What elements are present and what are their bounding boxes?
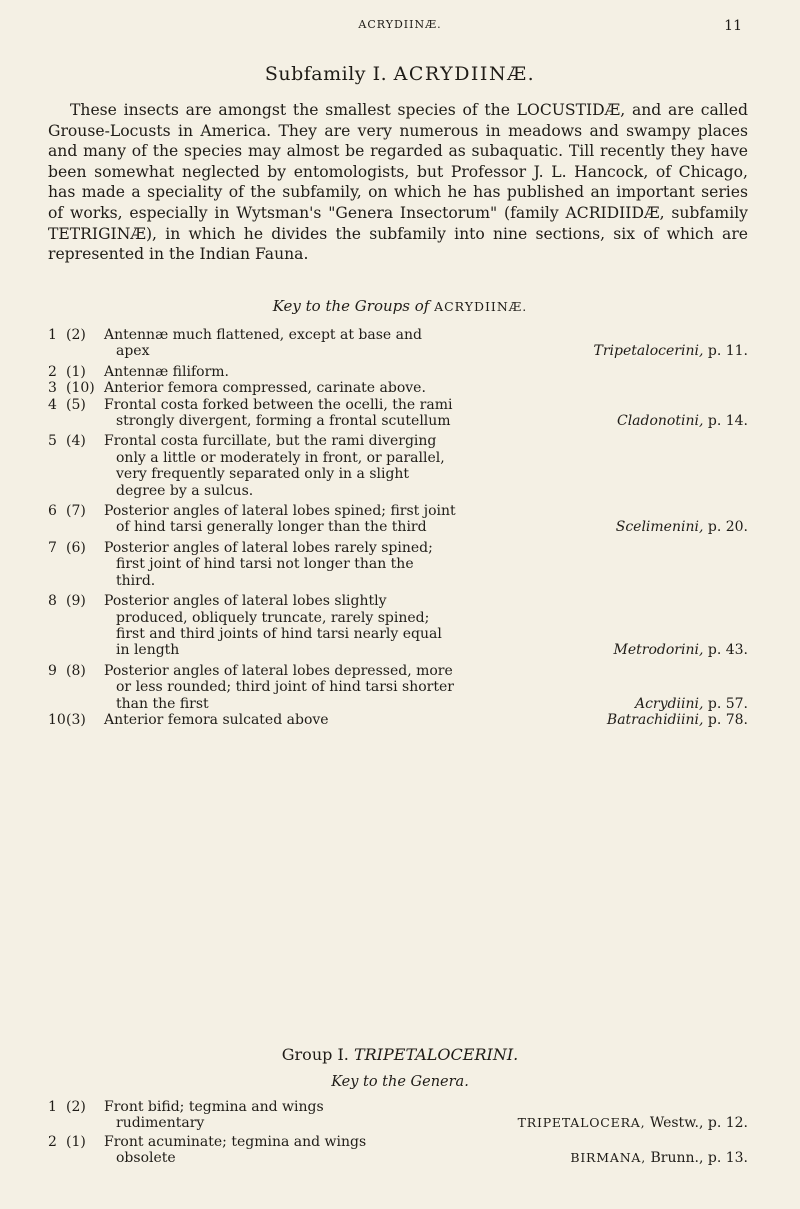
running-head-title: ACRYDIINÆ. [358, 18, 442, 31]
key-row-result [614, 642, 748, 658]
key-row-description: Posterior angles of lateral lobes slightly produced, obliquely truncate, rarely spined; first and third joints of hind tarsi nearly equal in length [104, 593, 442, 659]
key-row-reference: (9) [66, 593, 86, 610]
key-row [48, 327, 748, 360]
group-heading [0, 1045, 800, 1064]
genus-row [48, 1099, 748, 1132]
key-row-reference: (5) [66, 396, 86, 413]
key-row-description: Frontal costa forked between the ocelli, the rami strongly divergent, forming a frontal scutellum [104, 396, 453, 430]
groups-key-table [48, 327, 748, 728]
key-row-description: Antennæ much flattened, except at base and apex [104, 327, 422, 360]
key-row-description: Anterior femora compressed, carinate above. [104, 380, 426, 397]
key-row-description: Anterior femora sulcated above [104, 711, 329, 728]
key-row-result-page: p. 57. [707, 695, 748, 712]
genus-row-number: 2 [48, 1133, 57, 1150]
key-row [48, 503, 748, 536]
key-row-number: 5 [48, 433, 57, 450]
genus-author-page: Westw., p. 12. [649, 1115, 748, 1132]
key-row-description: Antennæ filiform. [104, 363, 230, 380]
genus-row-description: Front acuminate; tegmina and wings obsolete [104, 1133, 367, 1167]
key-row-description: Posterior angles of lateral lobes depressed, more or less rounded; third joint of hind tarsi shorter than the first [104, 662, 454, 712]
genus-row-number: 1 [48, 1099, 57, 1115]
genus-row-reference: (1) [66, 1133, 86, 1150]
key-row-number: 7 [48, 539, 57, 556]
key-row-result-name: Acrydiini, [634, 695, 704, 712]
key-row-number: 6 [48, 503, 57, 520]
key-row-result-page: p. 43. [707, 642, 748, 659]
genus-name: TRIPETALOCERA, [517, 1115, 646, 1131]
genera-key-heading: Key to the Genera. [331, 1074, 469, 1090]
key-row [48, 380, 748, 396]
key-row-reference: (2) [66, 327, 86, 343]
group-heading-name: TRIPETALOCERINI. [353, 1045, 519, 1064]
key-row-reference: (10) [66, 380, 95, 397]
page-number: 11 [724, 18, 742, 34]
key-row-number: 10 [48, 711, 66, 728]
key-row [48, 593, 748, 659]
key-row-reference: (3) [66, 711, 86, 728]
key-row-number: 4 [48, 396, 57, 413]
running-head [0, 18, 800, 38]
key-row-result [635, 696, 748, 712]
key-row-result-page: p. 78. [707, 711, 748, 728]
key-row-description: Posterior angles of lateral lobes spined; first joint of hind tarsi generally longer than the third [104, 503, 456, 536]
key-row-description: Posterior angles of lateral lobes rarely spined; first joint of hind tarsi not longer than the third. [104, 539, 433, 589]
intro-paragraph: These insects are amongst the smallest species of the LOCUSTIDÆ, and are called Grouse-Locusts in America. They are very numerous in meadows and swampy places and many of the species may almost be regarded as subaquatic. Till recently they have been somewhat neglected by entomologists, but Professor J. L. Hancock, of Chicago, has made a speciality of the subfamily, on which he has published an important series of works, especially in Wytsman's "Genera Insectorum" (family ACRIDIIDÆ, subfamily TETRIGINÆ), in which he divides the subfamily into nine sections, six of which are represented in the Indian Fauna. [48, 101, 748, 264]
section-title-name: ACRYDIINÆ. [393, 63, 536, 85]
key-row-reference: (8) [66, 662, 86, 679]
key-row-result-name: Batrachidiini, [606, 711, 704, 728]
key-row-reference: (7) [66, 503, 86, 520]
key-row [48, 397, 748, 430]
key-row-number: 2 [48, 363, 57, 380]
groups-key-heading-prefix: Key to the Groups of [272, 297, 430, 315]
groups-key-heading-name: ACRYDIINÆ. [434, 299, 528, 314]
key-row-result-name: Metrodorini, [613, 642, 704, 659]
key-row-number: 8 [48, 593, 57, 610]
key-row-result-page: p. 14. [707, 413, 748, 430]
key-row-result-page: p. 20. [707, 519, 748, 536]
key-row-result-name: Scelimenini, [615, 519, 704, 536]
key-row [48, 540, 748, 589]
key-row-result [617, 413, 748, 429]
section-title-prefix: Subfamily I. [264, 63, 388, 85]
key-row [48, 663, 748, 712]
key-row-reference: (6) [66, 539, 86, 556]
key-row-result-name: Tripetalocerini, [593, 343, 704, 360]
key-row-result [594, 343, 748, 359]
key-row [48, 433, 748, 499]
genus-row-reference: (2) [66, 1099, 86, 1115]
key-row-number: 9 [48, 662, 57, 679]
genus-author-page: Brunn., p. 13. [650, 1150, 748, 1167]
key-row-number: 3 [48, 380, 57, 397]
section-title [0, 63, 800, 85]
genus-row-result [570, 1150, 748, 1166]
genus-row-description: Front bifid; tegmina and wings rudimentary [104, 1099, 324, 1132]
key-row-result [616, 519, 748, 535]
genera-key-table [48, 1099, 748, 1167]
genus-name: BIRMANA, [570, 1150, 647, 1166]
groups-key-heading [0, 297, 800, 315]
key-row-reference: (1) [66, 363, 86, 380]
key-row-result-page: p. 11. [707, 343, 748, 360]
key-row [48, 364, 748, 380]
key-row-result-name: Cladonotini, [616, 413, 704, 430]
key-row-reference: (4) [66, 433, 86, 450]
genus-row-result [518, 1115, 748, 1131]
group-heading-prefix: Group I. [281, 1045, 349, 1064]
key-row-number: 1 [48, 327, 57, 343]
key-row-description: Frontal costa furcillate, but the rami diverging only a little or moderately in front, or parallel, very frequently separated only in a slight degree by a sulcus. [104, 433, 445, 499]
genus-row [48, 1134, 748, 1167]
key-row-result [607, 712, 748, 728]
key-row [48, 712, 748, 728]
